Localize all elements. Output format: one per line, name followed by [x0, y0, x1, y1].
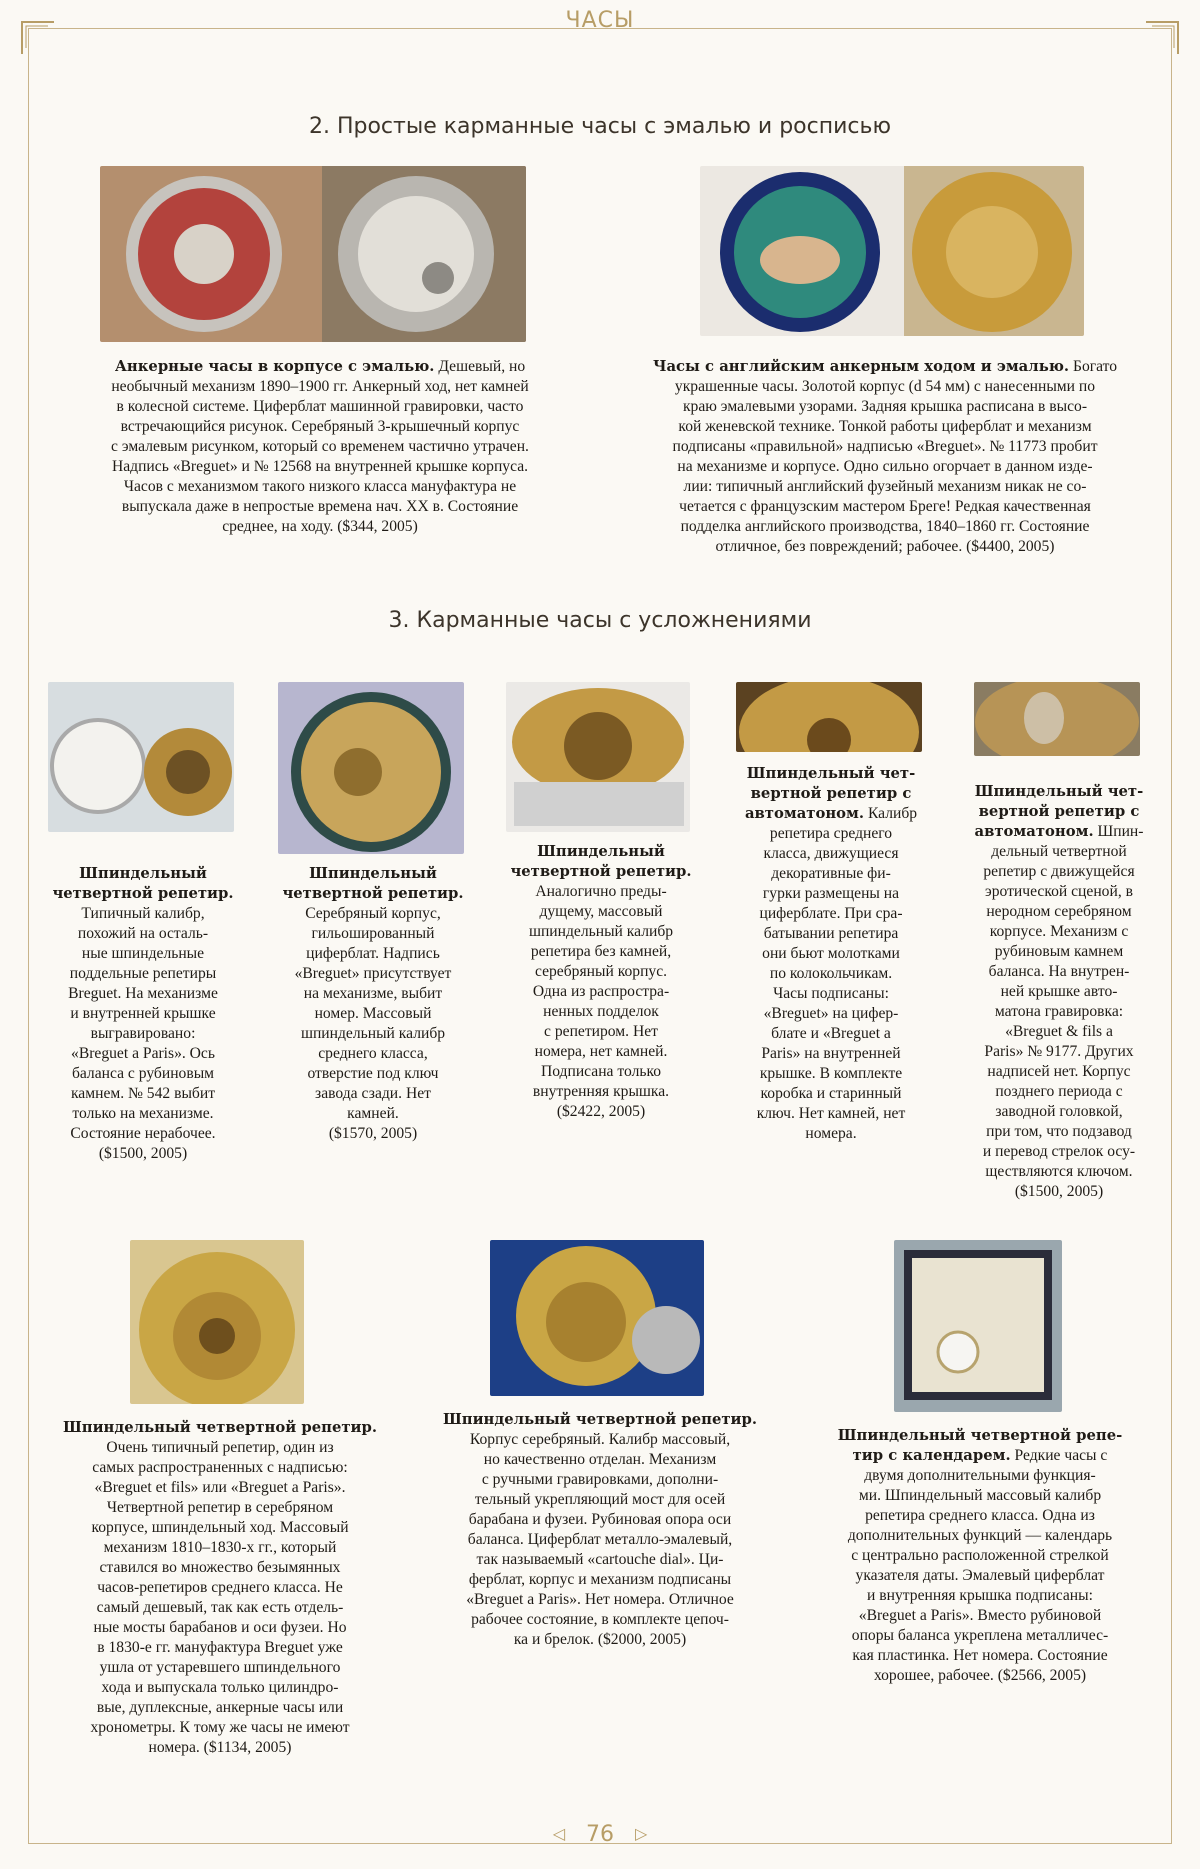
caption-line: ($1570, 2005)	[328, 1125, 418, 1142]
caption-line: но качественно отделан. Механизм	[483, 1451, 717, 1468]
caption-line: блате и «Breguet a	[771, 1025, 891, 1042]
caption-line: баланса с рубиновым	[71, 1065, 215, 1082]
caption-line: надписей нет. Корпус	[987, 1063, 1131, 1080]
caption-title: Шпиндельный четвертной репе-	[837, 1427, 1123, 1444]
caption-title: четвертной репетир.	[282, 885, 464, 902]
caption-line: кой женевской технике. Тонкой работы циферблат и механизм	[678, 418, 1092, 435]
caption-line: Корпус серебряный. Калибр массовый,	[469, 1431, 731, 1448]
caption-line: ненных подделок	[543, 1003, 659, 1020]
caption-line: завода сзади. Нет	[315, 1085, 431, 1102]
caption-line: баланса. Циферблат металло-эмалевый,	[467, 1531, 733, 1548]
caption-line: камнем. № 542 выбит	[70, 1085, 216, 1102]
caption-line: Подписана только	[540, 1063, 662, 1080]
caption-title: четвертной репетир.	[510, 863, 692, 880]
caption-line: только на механизме.	[72, 1105, 214, 1122]
caption-line: выпускала даже в непростые времена нач. XX в. Состояние	[121, 498, 519, 515]
caption-title: четвертной репетир.	[52, 885, 234, 902]
caption-line: Часы подписаны:	[773, 985, 889, 1002]
caption-line: номера.	[805, 1125, 857, 1142]
caption-title: Шпиндельный четвертной репетир.	[442, 1411, 758, 1428]
caption-line: Богато	[1072, 358, 1118, 375]
caption-line: на механизме и корпусе. Одно сильно огорчает в данном изде-	[677, 458, 1093, 475]
caption-line: репетира среднего	[769, 825, 893, 842]
caption-line: «Breguet» присутствует	[294, 965, 452, 982]
caption-line: позднего периода с	[995, 1083, 1123, 1100]
caption-line: часов-репетиров среднего класса. Не	[97, 1579, 343, 1596]
caption-line: ные шпиндельные	[81, 945, 205, 962]
caption-line: внутренняя крышка.	[532, 1083, 670, 1100]
caption-line: «Breguet a Paris». Нет номера. Отличное	[466, 1591, 734, 1608]
caption-title: Шпиндельный	[537, 843, 665, 860]
caption-line: рубиновым камнем	[994, 943, 1124, 960]
caption-title: Шпиндельный	[309, 865, 437, 882]
caption-line: репетир с движущейся	[983, 863, 1135, 880]
caption-calendar-repeater	[800, 1426, 1160, 1686]
caption-line: хорошее, рабочее. ($2566, 2005)	[873, 1667, 1087, 1684]
caption-line: с эмалевым рисунком, который со временем частично утрачен.	[111, 438, 529, 455]
caption-line: рабочее состояние, в комплекте цепоч-	[471, 1611, 729, 1628]
caption-automaton-repeater-1	[726, 764, 936, 1144]
caption-line: механизм 1810–1830-х гг., который	[103, 1539, 337, 1556]
caption-line: шпиндельный калибр	[528, 923, 674, 940]
caption-line: самых распространенных с надписью:	[92, 1459, 348, 1476]
caption-line: номера. ($1134, 2005)	[148, 1739, 292, 1756]
caption-line: камней.	[347, 1105, 399, 1122]
photo-repeater-1	[48, 682, 234, 832]
caption-line: циферблат. Надпись	[306, 945, 440, 962]
photo-automaton-repeater-2	[974, 682, 1140, 756]
caption-line: вые, дуплексные, анкерные часы или	[96, 1699, 344, 1716]
page-footer	[0, 1822, 1200, 1847]
caption-line: самый дешевый, так как есть отдель-	[96, 1599, 344, 1616]
caption-line: так называемый «cartouche dial». Ци-	[476, 1551, 724, 1568]
caption-line: заводной головкой,	[995, 1103, 1123, 1120]
caption-line: репетира среднего класса. Одна из	[865, 1507, 1095, 1524]
caption-line: ми. Шпиндельный массовый калибр	[858, 1487, 1102, 1504]
caption-line: класса, движущиеся	[763, 845, 899, 862]
caption-line: неродном серебряном	[986, 903, 1132, 920]
caption-line: отверстие под ключ	[307, 1065, 439, 1082]
caption-line: «Breguet» на цифер-	[763, 1005, 899, 1022]
caption-line: «Breguet a Paris». Ось	[71, 1045, 215, 1062]
caption-line: лии: типичный английский фузейный механизм никак не со-	[683, 478, 1087, 495]
caption-line: ($1500, 2005)	[98, 1145, 188, 1162]
caption-repeater-3	[496, 842, 706, 1122]
page-number: 76	[586, 1822, 614, 1847]
caption-title: Шпиндельный чет-	[746, 765, 916, 782]
caption-line: гурки размещены на	[762, 885, 900, 902]
caption-line: Шпин-	[1097, 823, 1144, 840]
caption-line: корпусе, шпиндельный ход. Массовый	[91, 1519, 349, 1536]
caption-title: Часы с английским анкерным ходом и эмалью.	[652, 358, 1070, 375]
caption-line: «Breguet et fils» или «Breguet a Paris».	[94, 1479, 346, 1496]
caption-line: дополнительных функций — календарь	[847, 1527, 1113, 1544]
caption-title: Шпиндельный	[79, 865, 207, 882]
caption-line: серебряный корпус.	[534, 963, 668, 980]
caption-line: Состояние нерабочее.	[70, 1125, 216, 1142]
caption-line: и перевод стрелок осу-	[982, 1143, 1136, 1160]
caption-line: Часов с механизмом такого низкого класса мануфактура не	[123, 478, 517, 495]
caption-line: Paris» на внутренней	[761, 1045, 901, 1062]
caption-line: барабана и фузеи. Рубиновая опора оси	[468, 1511, 732, 1528]
photo-repeater-5	[490, 1240, 704, 1396]
triangle-right-icon: ▷	[635, 1824, 648, 1843]
caption-title: вертной репетир с	[750, 785, 912, 802]
caption-line: указателя даты. Эмалевый циферблат	[855, 1567, 1105, 1584]
caption-line: необычный механизм 1890–1900 гг. Анкерный ход, нет камней	[111, 378, 529, 395]
caption-line: по колокольчикам.	[769, 965, 893, 982]
caption-line: ществляются ключом.	[985, 1163, 1133, 1180]
frame-left-rule	[28, 28, 29, 1843]
caption-line: корпусе. Механизм с	[989, 923, 1129, 940]
caption-line: баланса. На внутрен-	[988, 963, 1130, 980]
triangle-left-icon: ◁	[552, 1824, 565, 1843]
caption-title: автоматоном.	[974, 823, 1094, 840]
caption-line: ключ. Нет камней, нет	[756, 1105, 906, 1122]
caption-line: номер. Массовый	[314, 1005, 432, 1022]
caption-line: краю эмалевыми узорами. Задняя крышка расписана в высо-	[682, 398, 1088, 415]
caption-line: ферблат, корпус и механизм подписаны	[468, 1571, 732, 1588]
caption-line: ка и брелок. ($2000, 2005)	[513, 1631, 687, 1648]
caption-line: Аналогично преды-	[535, 883, 667, 900]
caption-line: и внутренней крышке	[70, 1005, 216, 1022]
caption-line: поддельные репетиры	[69, 965, 217, 982]
caption-line: ные мосты барабанов и оси фузеи. Но	[93, 1619, 347, 1636]
caption-title: автоматоном.	[744, 805, 865, 822]
caption-line: «Breguet a Paris». Вместо рубиновой	[858, 1607, 1102, 1624]
caption-line: Одна из распростра-	[532, 983, 670, 1000]
caption-line: декоративные фи-	[771, 865, 891, 882]
caption-line: ставился во множество безымянных	[99, 1559, 341, 1576]
caption-line: хода и выпускала только цилиндро-	[101, 1679, 339, 1696]
caption-line: отличное, без повреждений; рабочее. ($4400, 2005)	[715, 538, 1055, 555]
photo-english-lever-watch	[700, 166, 1084, 336]
caption-line: опоры баланса укреплена металличес-	[851, 1627, 1109, 1644]
caption-line: с ручными гравировками, дополни-	[481, 1471, 719, 1488]
caption-line: коробка и старинный	[760, 1085, 902, 1102]
caption-line: шпиндельный калибр	[300, 1025, 446, 1042]
caption-line: выгравировано:	[90, 1025, 196, 1042]
caption-line: с центрально расположенной стрелкой	[851, 1547, 1109, 1564]
caption-line: Серебряный корпус,	[305, 905, 441, 922]
caption-line: встречающийся рисунок. Серебряный 3-крышечный корпус	[120, 418, 520, 435]
photo-repeater-2	[278, 682, 464, 854]
caption-title: Анкерные часы в корпусе с эмалью.	[114, 358, 435, 375]
caption-line: Breguet. На механизме	[68, 985, 218, 1002]
caption-line: циферблате. При сра-	[759, 905, 903, 922]
caption-line: они бьют молотками	[762, 945, 900, 962]
caption-title: вертной репетир с	[978, 803, 1140, 820]
caption-line: с репетиром. Нет	[544, 1023, 658, 1040]
caption-repeater-1	[38, 864, 248, 1164]
caption-line: похожий на осталь-	[77, 925, 209, 942]
caption-line: среднее, на ходу. ($344, 2005)	[222, 518, 418, 535]
caption-title: Шпиндельный четвертной репетир.	[62, 1419, 378, 1436]
section-title: 2. Простые карманные часы с эмалью и росписью	[308, 114, 892, 139]
caption-line: эротической сценой, в	[985, 883, 1133, 900]
caption-line: кая пластинка. Нет номера. Состояние	[852, 1647, 1108, 1664]
caption-line: Типичный калибр,	[81, 905, 205, 922]
caption-title: тир с календарем.	[852, 1447, 1011, 1464]
caption-line: ($1500, 2005)	[1014, 1183, 1104, 1200]
caption-line: номера, нет камней.	[534, 1043, 668, 1060]
caption-line: украшенные часы. Золотой корпус (d 54 мм) с нанесенными по	[674, 378, 1096, 395]
caption-line: в 1830-е гг. мануфактура Breguet уже	[97, 1639, 343, 1656]
caption-line: ушла от устаревшего шпиндельного	[99, 1659, 341, 1676]
caption-line: Дешевый, но	[438, 358, 526, 375]
running-head: ЧАСЫ	[565, 8, 635, 33]
caption-line: при том, что подзавод	[986, 1123, 1132, 1140]
caption-line: и внутренняя крышка подписаны:	[867, 1587, 1093, 1604]
caption-repeater-5	[420, 1410, 780, 1650]
caption-line: крышке. В комплекте	[759, 1065, 903, 1082]
caption-line: подделка английского производства, 1840–1860 гг. Состояние	[680, 518, 1090, 535]
caption-line: ($2422, 2005)	[556, 1103, 646, 1120]
caption-line: Надпись «Breguet» и № 12568 на внутренней крышке корпуса.	[111, 458, 529, 475]
caption-line: Редкие часы с	[1014, 1447, 1108, 1464]
caption-line: Paris» № 9177. Других	[984, 1043, 1134, 1060]
caption-line: двумя дополнительными функция-	[864, 1467, 1096, 1484]
caption-line: подписаны «правильной» надписью «Breguet». № 11773 пробит	[672, 438, 1098, 455]
caption-line: тельный укрепляющий мост для осей	[474, 1491, 726, 1508]
photo-calendar-repeater	[894, 1240, 1062, 1412]
caption-line: четается с французским мастером Бреге! Редкая качественная	[679, 498, 1091, 515]
caption-english-lever-watch	[610, 357, 1160, 557]
photo-enamel-watch	[100, 166, 526, 342]
caption-line: дельный четвертной	[991, 843, 1127, 860]
caption-repeater-2	[268, 864, 478, 1144]
caption-line: репетира без камней,	[530, 943, 672, 960]
caption-line: в колесной системе. Циферблат машинной гравировки, часто	[116, 398, 524, 415]
caption-enamel-watch	[40, 357, 600, 537]
caption-line: хронометры. К тому же часы не имеют	[90, 1719, 350, 1736]
caption-automaton-repeater-2	[954, 782, 1164, 1202]
caption-line: батывании репетира	[763, 925, 899, 942]
caption-line: матона гравировка:	[994, 1003, 1124, 1020]
caption-line: среднего класса,	[318, 1045, 428, 1062]
caption-line: ней крышке авто-	[1000, 983, 1118, 1000]
photo-repeater-4	[130, 1240, 304, 1404]
caption-line: Очень типичный репетир, один из	[106, 1439, 334, 1456]
photo-repeater-3	[506, 682, 690, 832]
caption-line: Калибр	[867, 805, 918, 822]
section-title: 3. Карманные часы с усложнениями	[388, 608, 812, 633]
caption-line: «Breguet & fils a	[1005, 1023, 1113, 1040]
frame-right-rule	[1171, 28, 1172, 1843]
caption-line: на механизме, выбит	[303, 985, 443, 1002]
caption-line: дущему, массовый	[539, 903, 663, 920]
caption-line: гильошированный	[311, 925, 435, 942]
caption-line: Четвертной репетир в серебряном	[106, 1499, 334, 1516]
caption-title: Шпиндельный чет-	[974, 783, 1144, 800]
caption-repeater-4	[40, 1418, 400, 1758]
photo-automaton-repeater-1	[736, 682, 922, 752]
